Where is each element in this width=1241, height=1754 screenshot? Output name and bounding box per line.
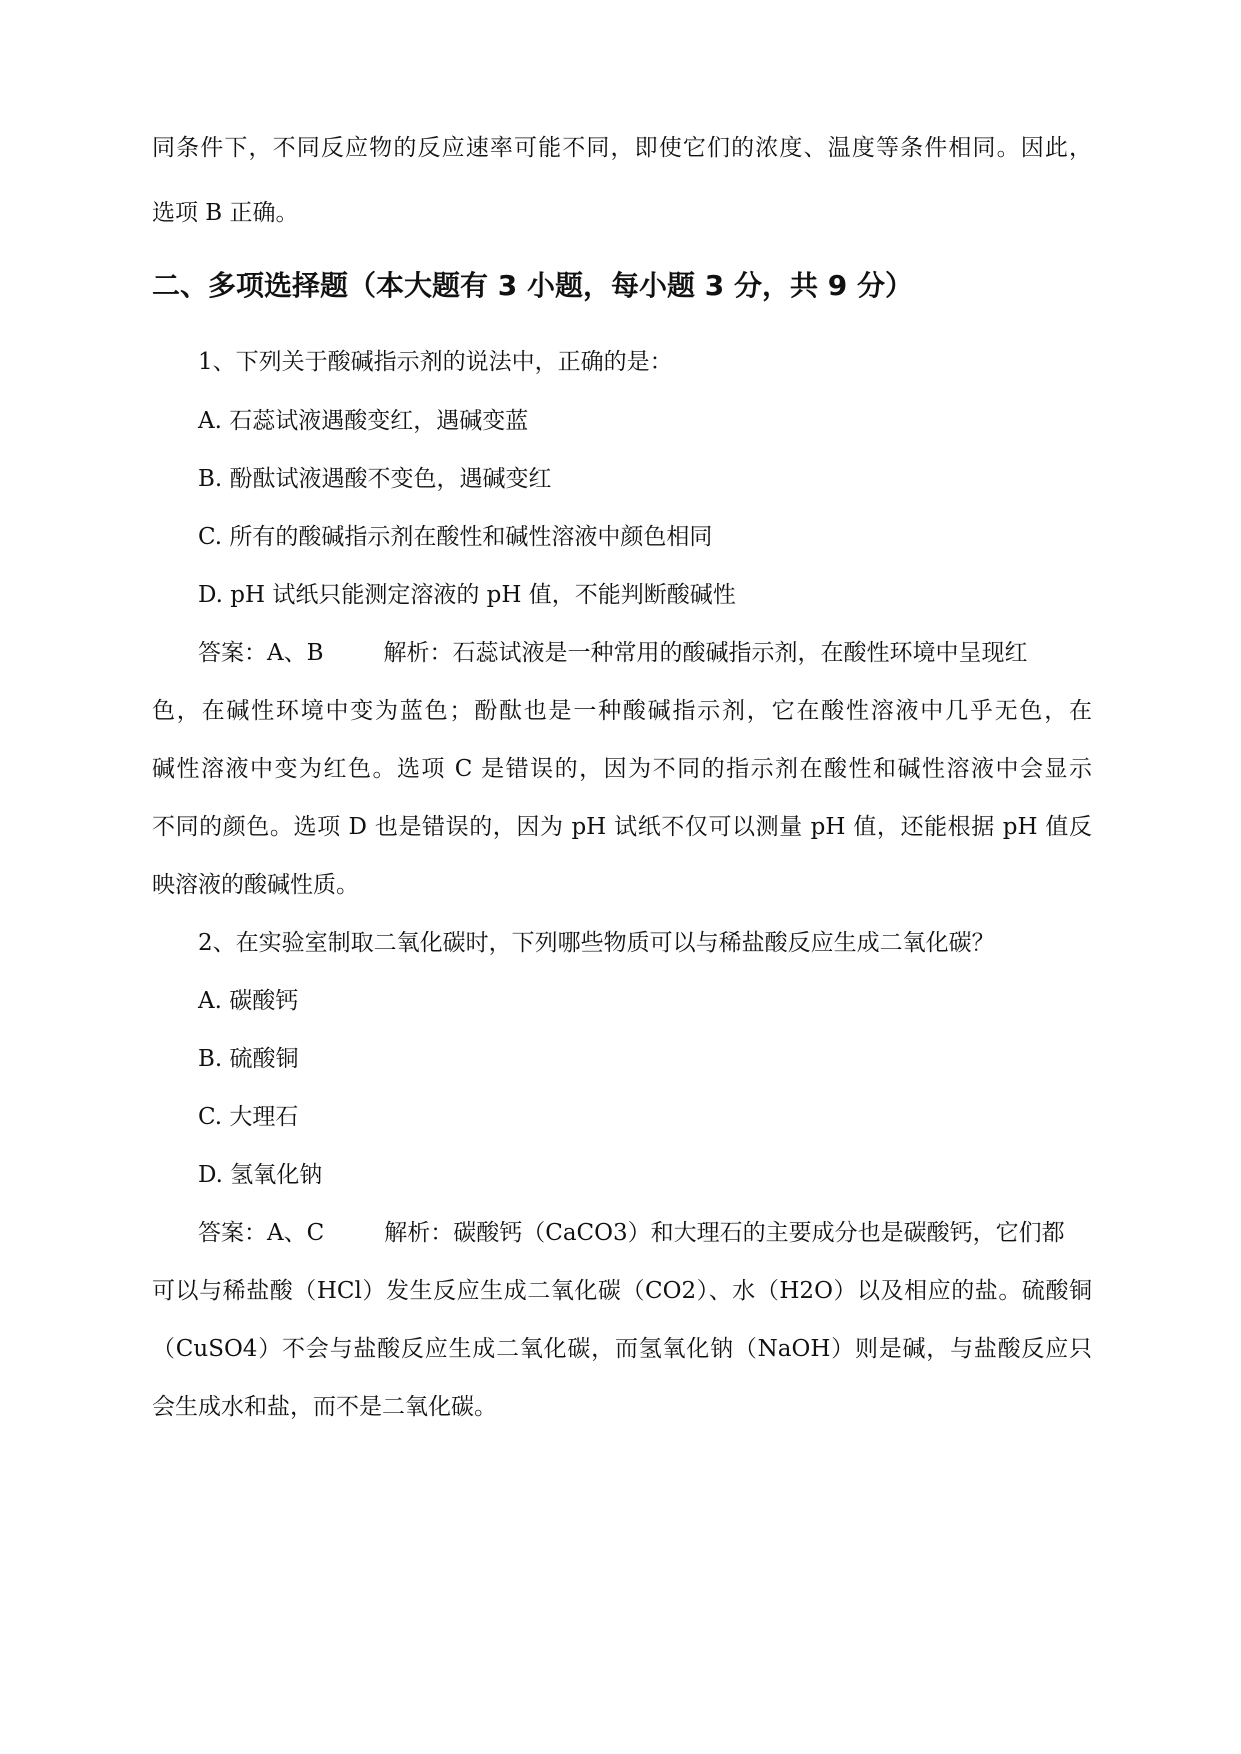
q2-stem: 2、在实验室制取二氧化碳时，下列哪些物质可以与稀盐酸反应生成二氧化碳？ [198, 930, 995, 956]
q1-option-d: D. pH 试纸只能测定溶液的 pH 值，不能判断酸碱性 [198, 582, 736, 608]
q1-explanation-line: 碱性溶液中变为红色。选项 C 是错误的，因为不同的指示剂在酸性和碱性溶液中会显示 [152, 756, 1092, 782]
q2-option-c: C. 大理石 [198, 1104, 299, 1130]
q2-answer-line [198, 1218, 1092, 1248]
q2-explanation-line: （CuSO4）不会与盐酸反应生成二氧化碳，而氢氧化钠（NaOH）则是碱，与盐酸反应只 [152, 1336, 1092, 1362]
q2-explanation-first: 解析：碳酸钙（CaCO3）和大理石的主要成分也是碳酸钙，它们都 [384, 1220, 1065, 1246]
q1-explanation-first: 解析：石蕊试液是一种常用的酸碱指示剂，在酸性环境中呈现红 [383, 640, 1028, 666]
q1-option-b: B. 酚酞试液遇酸不变色，遇碱变红 [198, 466, 552, 492]
q1-explanation-line: 映溶液的酸碱性质。 [152, 872, 359, 898]
q2-explanation-line: 会生成水和盐，而不是二氧化碳。 [152, 1394, 497, 1420]
q2-explanation-line: 可以与稀盐酸（HCl）发生反应生成二氧化碳（CO2）、水（H2O）以及相应的盐。硫酸铜 [152, 1278, 1092, 1304]
q1-stem: 1、下列关于酸碱指示剂的说法中，正确的是： [198, 349, 673, 375]
section-heading: 二、多项选择题（本大题有 3 小题，每小题 3 分，共 9 分） [152, 269, 913, 302]
q1-answer: 答案：A、B [198, 640, 324, 666]
q1-option-a: A. 石蕊试液遇酸变红，遇碱变蓝 [198, 408, 529, 434]
q1-answer-line [198, 638, 1092, 668]
q2-option-b: B. 硫酸铜 [198, 1046, 299, 1072]
q2-answer: 答案：A、C [198, 1220, 325, 1246]
intro-line-2: 选项 B 正确。 [152, 200, 299, 226]
q2-option-a: A. 碳酸钙 [198, 988, 299, 1014]
q1-explanation-line: 不同的颜色。选项 D 也是错误的，因为 pH 试纸不仅可以测量 pH 值，还能根据 pH 值反 [152, 814, 1092, 840]
q2-option-d: D. 氢氧化钠 [198, 1162, 323, 1188]
intro-line-1: 同条件下，不同反应物的反应速率可能不同，即使它们的浓度、温度等条件相同。因此， [152, 135, 1092, 161]
q1-option-c: C. 所有的酸碱指示剂在酸性和碱性溶液中颜色相同 [198, 524, 713, 550]
q1-explanation-line: 色，在碱性环境中变为蓝色；酚酞也是一种酸碱指示剂，它在酸性溶液中几乎无色，在 [152, 698, 1092, 724]
